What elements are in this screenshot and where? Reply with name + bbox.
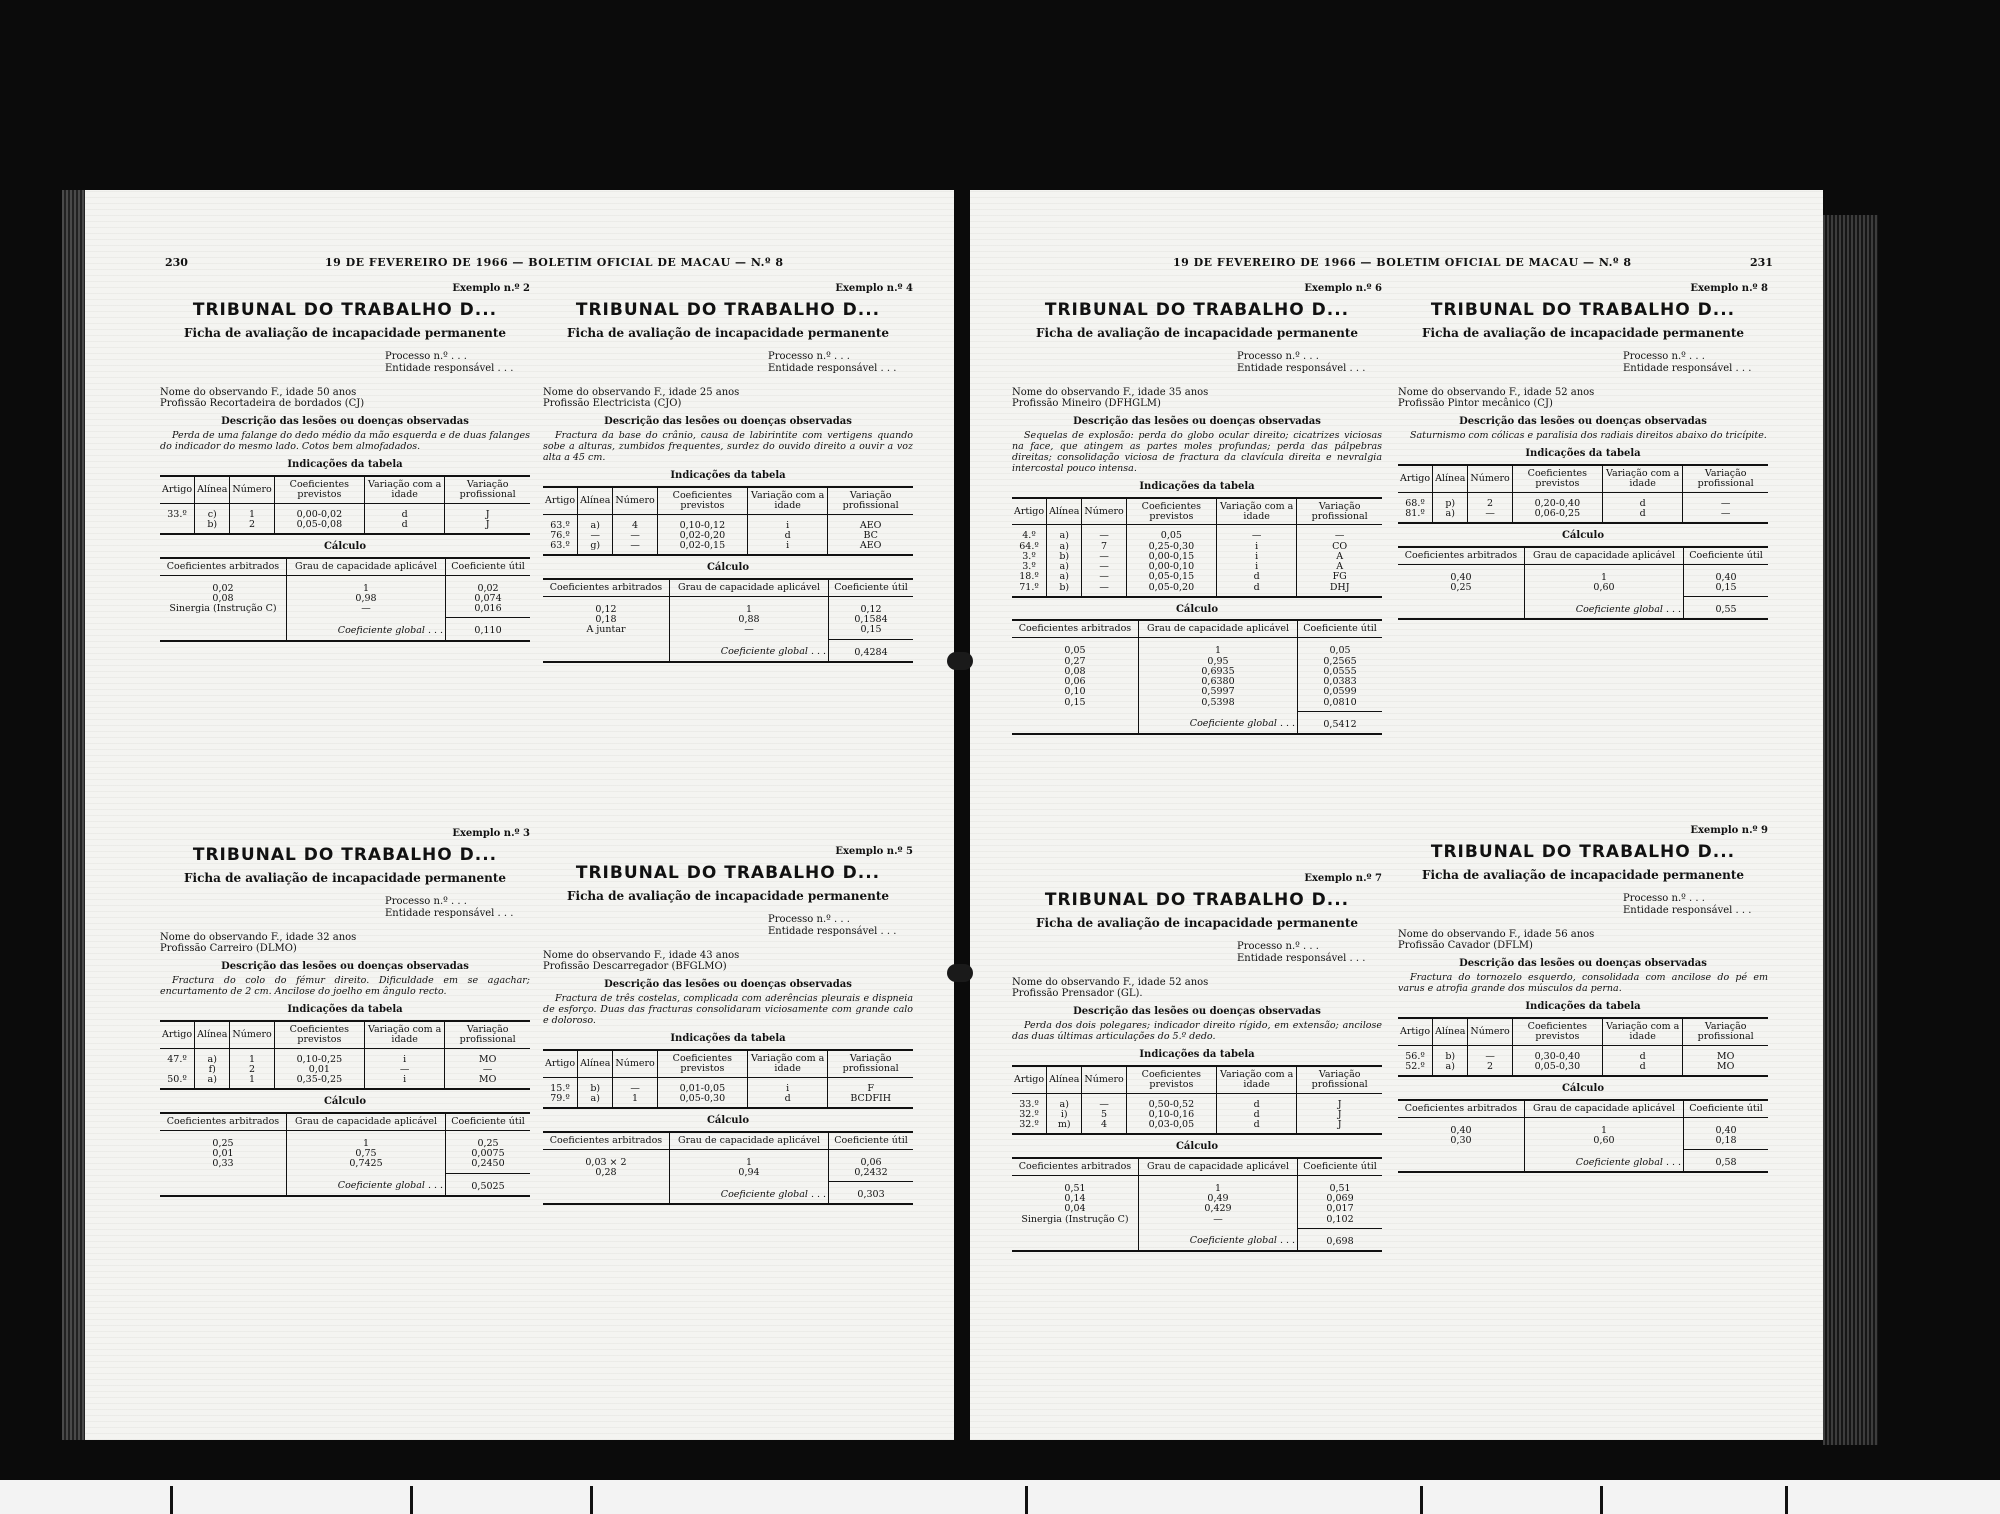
cell-idade: i d i: [747, 514, 827, 555]
cell-grau: 1 0,94: [669, 1149, 828, 1182]
col-prof: Variação profissional: [828, 1050, 913, 1077]
col-artigo: Artigo: [543, 487, 578, 514]
cell-artigo: 4.º 64.º 3.º 3.º 18.º 71.º: [1012, 525, 1047, 597]
indicacoes-table: [543, 1049, 913, 1109]
cell-alinea: p) a): [1433, 492, 1468, 523]
col-grau: Grau de capacidade aplicável: [669, 579, 828, 596]
running-header-right: 19 DE FEVEREIRO DE 1966 — BOLETIM OFICIAL DE MACAU — N.º 8: [1173, 256, 1632, 269]
cell-arbitrados: 0,51 0,14 0,04 Sinergia (Instrução C): [1021, 1182, 1129, 1225]
left-page-edge: [62, 190, 86, 1440]
col-arbitrados: Coeficientes arbitrados: [1012, 620, 1138, 637]
calculo-heading: Cálculo: [1561, 1083, 1605, 1095]
col-util: Coeficiente útil: [1298, 620, 1382, 637]
profissao: Profissão Cavador (DFLM): [1398, 940, 1533, 952]
indicacoes-heading: Indicações da tabela: [1139, 1049, 1255, 1061]
profissao: Profissão Recortadeira de bordados (CJ): [160, 398, 365, 410]
ficha-exemplo-8: [1398, 283, 1768, 620]
indicacoes-heading: Indicações da tabela: [670, 1033, 786, 1045]
col-prof: Variação profissional: [1297, 1066, 1382, 1093]
desc-heading: Descrição das lesões ou doenças observadas: [1459, 957, 1707, 969]
global-label: Coeficiente global . . .: [1524, 1150, 1683, 1173]
cell-alinea: c) b): [195, 503, 230, 534]
cell-artigo: 68.º 81.º: [1398, 492, 1433, 523]
tribunal-title: TRIBUNAL DO TRABALHO D...: [1430, 299, 1736, 320]
observando-name: Nome do observando F., idade 52 anos: [1398, 386, 1595, 398]
global-label: Coeficiente global . . .: [1138, 1228, 1297, 1251]
cell-arbitrados: 0,02 0,08 Sinergia (Instrução C): [169, 582, 277, 615]
indicacoes-table: [543, 486, 913, 557]
cell-arbitrados: 0,40 0,30: [1450, 1124, 1472, 1146]
desc-heading: Descrição das lesões ou doenças observadas: [1073, 1005, 1321, 1017]
desc-text: Sequelas de explosão: perda do globo ocular direito; cicatrizes viciosas na face, que atingem as partes moles profundas; perda das pálpebras direitas; consolidação viciosa de fractura da clavícula direita e nevralgia intercostal pouco intensa.: [1012, 430, 1382, 475]
col-util: Coeficiente útil: [1298, 1158, 1382, 1175]
film-strip: [0, 1480, 2000, 1514]
col-idade: Variação com a idade: [1602, 465, 1682, 492]
observando-name: Nome do observando F., idade 56 anos: [1398, 928, 1595, 940]
cell-grau: 1 0,95 0,6935 0,6380 0,5997 0,5398: [1138, 638, 1297, 712]
col-util: Coeficiente útil: [446, 1113, 530, 1130]
cell-artigo: 63.º 76.º 63.º: [543, 514, 578, 555]
col-coef: Coeficientes previstos: [1126, 498, 1216, 525]
global-label: Coeficiente global . . .: [1138, 711, 1297, 734]
col-alinea: Alínea: [1433, 1018, 1468, 1045]
global-label: Coeficiente global . . .: [286, 618, 445, 641]
cell-grau: 1 0,60: [1524, 564, 1683, 597]
film-tick: [170, 1486, 173, 1514]
global-value: 0,303: [829, 1182, 913, 1205]
profissao: Profissão Prensador (GL).: [1012, 988, 1143, 1000]
cell-grau: 1 0,88 —: [669, 596, 828, 639]
processo-line: Processo n.º . . .: [1623, 892, 1705, 904]
col-coef: Coeficientes previstos: [274, 1021, 364, 1048]
col-idade: Variação com a idade: [1602, 1018, 1682, 1045]
cell-coef: 0,10-0,25 0,01 0,35-0,25: [274, 1048, 364, 1089]
binding-ring-top: [947, 652, 973, 670]
cell-util: 0,51 0,069 0,017 0,102: [1298, 1175, 1382, 1228]
col-idade: Variação com a idade: [364, 476, 444, 503]
cell-idade: i d: [747, 1077, 827, 1108]
example-number: Exemplo n.º 8: [1690, 283, 1768, 294]
desc-heading: Descrição das lesões ou doenças observadas: [221, 960, 469, 972]
desc-text: Fractura do colo do fémur direito. Dificuldade em se agachar; encurtamento de 2 cm. Ancilose do joelho em ângulo recto.: [160, 975, 530, 998]
cell-arbitrados: 0,25 0,01 0,33: [212, 1137, 234, 1170]
observando-name: Nome do observando F., idade 50 anos: [160, 386, 357, 398]
global-value: 0,5025: [446, 1173, 530, 1196]
indicacoes-heading: Indicações da tabela: [670, 470, 786, 482]
global-label: Coeficiente global . . .: [669, 1182, 828, 1205]
entidade-line: Entidade responsável . . .: [1237, 363, 1366, 375]
cell-prof: MO — MO: [445, 1048, 530, 1089]
global-value: 0,4284: [829, 639, 913, 662]
col-coef: Coeficientes previstos: [1512, 1018, 1602, 1045]
profissao: Profissão Electricista (CJO): [543, 398, 682, 410]
film-tick: [1025, 1486, 1028, 1514]
cell-alinea: a) f) a): [195, 1048, 230, 1089]
global-value: 0,58: [1684, 1150, 1768, 1173]
processo-line: Processo n.º . . .: [1237, 350, 1319, 362]
profissao: Profissão Pintor mecânico (CJ): [1398, 398, 1553, 410]
col-numero: Número: [230, 476, 274, 503]
entidade-line: Entidade responsável . . .: [1623, 363, 1752, 375]
col-arbitrados: Coeficientes arbitrados: [160, 1113, 286, 1130]
calculo-table: [543, 578, 913, 663]
example-number: Exemplo n.º 4: [835, 283, 913, 294]
ficha-title: Ficha de avaliação de incapacidade permanente: [184, 326, 506, 341]
desc-text: Saturnismo com cólicas e paralisia dos radiais direitos abaixo do tricípite.: [1410, 430, 1767, 442]
desc-text: Perda dos dois polegares; indicador direito rígido, em extensão; ancilose das duas últimas articulações do 5.º dedo.: [1012, 1020, 1382, 1043]
cell-coef: 0,00-0,02 0,05-0,08: [274, 503, 364, 534]
indicacoes-table: [160, 475, 530, 535]
col-alinea: Alínea: [578, 487, 613, 514]
cell-numero: 1 2 1: [230, 1048, 274, 1089]
col-util: Coeficiente útil: [829, 1132, 913, 1149]
cell-idade: d d: [364, 503, 444, 534]
col-arbitrados: Coeficientes arbitrados: [1012, 1158, 1138, 1175]
col-idade: Variação com a idade: [747, 487, 827, 514]
global-value: 0,5412: [1298, 711, 1382, 734]
cell-idade: i — i: [364, 1048, 444, 1089]
col-alinea: Alínea: [578, 1050, 613, 1077]
col-alinea: Alínea: [195, 1021, 230, 1048]
entidade-line: Entidade responsável . . .: [385, 363, 514, 375]
observando-name: Nome do observando F., idade 25 anos: [543, 386, 740, 398]
col-artigo: Artigo: [543, 1050, 578, 1077]
film-tick: [410, 1486, 413, 1514]
ficha-title: Ficha de avaliação de incapacidade permanente: [1036, 326, 1358, 341]
cell-numero: — 2: [1468, 1045, 1512, 1076]
tribunal-title: TRIBUNAL DO TRABALHO D...: [575, 862, 881, 883]
film-tick: [1785, 1486, 1788, 1514]
col-alinea: Alínea: [195, 476, 230, 503]
film-tick: [1600, 1486, 1603, 1514]
observando-name: Nome do observando F., idade 52 anos: [1012, 976, 1209, 988]
ficha-exemplo-6: [1012, 283, 1382, 735]
cell-artigo: 56.º 52.º: [1398, 1045, 1433, 1076]
processo-line: Processo n.º . . .: [1237, 940, 1319, 952]
ficha-title: Ficha de avaliação de incapacidade permanente: [1422, 326, 1744, 341]
col-numero: Número: [1082, 498, 1126, 525]
col-numero: Número: [230, 1021, 274, 1048]
calculo-heading: Cálculo: [1175, 603, 1219, 615]
col-arbitrados: Coeficientes arbitrados: [1398, 547, 1524, 564]
cell-prof: AEO BC AEO: [828, 514, 913, 555]
tribunal-title: TRIBUNAL DO TRABALHO D...: [192, 299, 498, 320]
processo-line: Processo n.º . . .: [1623, 350, 1705, 362]
entidade-line: Entidade responsável . . .: [768, 926, 897, 938]
binding-ring-bottom: [947, 964, 973, 982]
profissao: Profissão Descarregador (BFGLMO): [543, 961, 727, 973]
cell-grau: 1 0,75 0,7425: [286, 1130, 445, 1173]
col-prof: Variação profissional: [1683, 1018, 1768, 1045]
col-grau: Grau de capacidade aplicável: [669, 1132, 828, 1149]
cell-idade: — i i i d d: [1216, 525, 1296, 597]
indicacoes-table: [1012, 497, 1382, 598]
calculo-table: [1398, 1099, 1768, 1174]
example-number: Exemplo n.º 2: [452, 283, 530, 294]
tribunal-title: TRIBUNAL DO TRABALHO D...: [1044, 889, 1350, 910]
cell-alinea: b) a): [1433, 1045, 1468, 1076]
cell-prof: — CO A A FG DHJ: [1297, 525, 1382, 597]
ficha-exemplo-4: [543, 283, 913, 663]
col-grau: Grau de capacidade aplicável: [286, 558, 445, 575]
desc-heading: Descrição das lesões ou doenças observadas: [604, 415, 852, 427]
global-value: 0,698: [1298, 1228, 1382, 1251]
cell-util: 0,02 0,074 0,016: [446, 575, 530, 618]
example-number: Exemplo n.º 3: [452, 828, 530, 839]
profissao: Profissão Mineiro (DFHGLM): [1012, 398, 1161, 410]
cell-numero: 1 2: [230, 503, 274, 534]
cell-util: 0,06 0,2432: [829, 1149, 913, 1182]
desc-text: Perda de uma falange do dedo médio da mão esquerda e de duas falanges do indicador do mesmo lado. Cotos bem almofadados.: [160, 430, 530, 453]
cell-util: 0,40 0,18: [1684, 1117, 1768, 1150]
col-numero: Número: [1468, 465, 1512, 492]
desc-heading: Descrição das lesões ou doenças observadas: [1073, 415, 1321, 427]
col-grau: Grau de capacidade aplicável: [1524, 547, 1683, 564]
cell-arbitrados: 0,12 0,18 A juntar: [586, 603, 626, 636]
col-artigo: Artigo: [1398, 465, 1433, 492]
cell-util: 0,40 0,15: [1684, 564, 1768, 597]
observando-name: Nome do observando F., idade 32 anos: [160, 931, 357, 943]
col-numero: Número: [1082, 1066, 1126, 1093]
indicacoes-table: [1398, 464, 1768, 524]
desc-heading: Descrição das lesões ou doenças observadas: [221, 415, 469, 427]
col-prof: Variação profissional: [1683, 465, 1768, 492]
col-prof: Variação profissional: [828, 487, 913, 514]
profissao: Profissão Carreiro (DLMO): [160, 943, 297, 955]
cell-alinea: b) a): [578, 1077, 613, 1108]
entidade-line: Entidade responsável . . .: [768, 363, 897, 375]
cell-artigo: 47.º 50.º: [160, 1048, 195, 1089]
ficha-title: Ficha de avaliação de incapacidade permanente: [567, 326, 889, 341]
desc-heading: Descrição das lesões ou doenças observadas: [604, 978, 852, 990]
cell-numero: — 7 — — — —: [1082, 525, 1126, 597]
film-tick: [1420, 1486, 1423, 1514]
cell-coef: 0,10-0,12 0,02-0,20 0,02-0,15: [657, 514, 747, 555]
col-alinea: Alínea: [1433, 465, 1468, 492]
col-idade: Variação com a idade: [1216, 1066, 1296, 1093]
cell-arbitrados: 0,40 0,25: [1450, 571, 1472, 593]
col-artigo: Artigo: [160, 1021, 195, 1048]
example-number: Exemplo n.º 5: [835, 846, 913, 857]
calculo-table: [1012, 1157, 1382, 1252]
tribunal-title: TRIBUNAL DO TRABALHO D...: [1044, 299, 1350, 320]
desc-text: Fractura de três costelas, complicada com aderências pleurais e dispneia de esforço. Duas das fracturas consolidaram viciosamente com grande calo e doloroso.: [543, 993, 913, 1027]
col-grau: Grau de capacidade aplicável: [1138, 620, 1297, 637]
indicacoes-heading: Indicações da tabela: [1525, 448, 1641, 460]
col-numero: Número: [613, 1050, 657, 1077]
col-artigo: Artigo: [1398, 1018, 1433, 1045]
calculo-heading: Cálculo: [1175, 1141, 1219, 1153]
desc-text: Fractura da base do crânio, causa de labirintite com vertigens quando sobe a alturas, zumbidos frequentes, surdez do ouvido direito a ouvir a voz alta a 45 cm.: [543, 430, 913, 464]
col-numero: Número: [1468, 1018, 1512, 1045]
col-alinea: Alínea: [1047, 498, 1082, 525]
ficha-title: Ficha de avaliação de incapacidade permanente: [1036, 916, 1358, 931]
film-tick: [590, 1486, 593, 1514]
cell-coef: 0,50-0,52 0,10-0,16 0,03-0,05: [1126, 1093, 1216, 1134]
col-grau: Grau de capacidade aplicável: [1138, 1158, 1297, 1175]
col-idade: Variação com a idade: [364, 1021, 444, 1048]
cell-util: 0,12 0,1584 0,15: [829, 596, 913, 639]
cell-prof: — —: [1683, 492, 1768, 523]
col-coef: Coeficientes previstos: [1512, 465, 1602, 492]
example-number: Exemplo n.º 6: [1304, 283, 1382, 294]
tribunal-title: TRIBUNAL DO TRABALHO D...: [575, 299, 881, 320]
cell-artigo: 33.º 32.º 32.º: [1012, 1093, 1047, 1134]
ficha-title: Ficha de avaliação de incapacidade permanente: [184, 871, 506, 886]
cell-coef: 0,20-0,40 0,06-0,25: [1512, 492, 1602, 523]
cell-prof: J J J: [1297, 1093, 1382, 1134]
calculo-table: [160, 557, 530, 642]
processo-line: Processo n.º . . .: [768, 913, 850, 925]
col-coef: Coeficientes previstos: [657, 487, 747, 514]
cell-numero: 2 —: [1468, 492, 1512, 523]
running-header-left: 19 DE FEVEREIRO DE 1966 — BOLETIM OFICIAL DE MACAU — N.º 8: [325, 256, 784, 269]
cell-grau: 1 0,60: [1524, 1117, 1683, 1150]
processo-line: Processo n.º . . .: [768, 350, 850, 362]
cell-numero: 4 — —: [613, 514, 657, 555]
col-prof: Variação profissional: [445, 1021, 530, 1048]
cell-coef: 0,05 0,25-0,30 0,00-0,15 0,00-0,10 0,05-0,15 0,05-0,20: [1126, 525, 1216, 597]
cell-util: 0,05 0,2565 0,0555 0,0383 0,0599 0,0810: [1298, 638, 1382, 712]
tribunal-title: TRIBUNAL DO TRABALHO D...: [1430, 841, 1736, 862]
page-number-left: 230: [165, 256, 188, 269]
processo-line: Processo n.º . . .: [385, 895, 467, 907]
indicacoes-heading: Indicações da tabela: [1525, 1001, 1641, 1013]
calculo-heading: Cálculo: [323, 1096, 367, 1108]
desc-heading: Descrição das lesões ou doenças observadas: [1459, 415, 1707, 427]
col-arbitrados: Coeficientes arbitrados: [160, 558, 286, 575]
calculo-table: [1398, 546, 1768, 621]
cell-alinea: a) a) b) a) a) b): [1047, 525, 1082, 597]
col-coef: Coeficientes previstos: [274, 476, 364, 503]
col-alinea: Alínea: [1047, 1066, 1082, 1093]
cell-prof: J J: [445, 503, 530, 534]
indicacoes-table: [1398, 1017, 1768, 1077]
cell-grau: 1 0,49 0,429 —: [1138, 1175, 1297, 1228]
ficha-title: Ficha de avaliação de incapacidade permanente: [1422, 868, 1744, 883]
col-prof: Variação profissional: [445, 476, 530, 503]
cell-prof: F BCDFIH: [828, 1077, 913, 1108]
global-label: Coeficiente global . . .: [286, 1173, 445, 1196]
cell-prof: MO MO: [1683, 1045, 1768, 1076]
entidade-line: Entidade responsável . . .: [385, 908, 514, 920]
calculo-table: [1012, 619, 1382, 735]
observando-name: Nome do observando F., idade 43 anos: [543, 949, 740, 961]
indicacoes-heading: Indicações da tabela: [287, 1004, 403, 1016]
indicacoes-heading: Indicações da tabela: [287, 459, 403, 471]
col-idade: Variação com a idade: [1216, 498, 1296, 525]
global-value: 0,55: [1684, 597, 1768, 620]
col-prof: Variação profissional: [1297, 498, 1382, 525]
cell-numero: — 5 4: [1082, 1093, 1126, 1134]
tribunal-title: TRIBUNAL DO TRABALHO D...: [192, 844, 498, 865]
ficha-exemplo-3: [160, 828, 530, 1197]
ficha-exemplo-9: [1398, 825, 1768, 1173]
cell-coef: 0,01-0,05 0,05-0,30: [657, 1077, 747, 1108]
global-label: Coeficiente global . . .: [1524, 597, 1683, 620]
calculo-heading: Cálculo: [323, 541, 367, 553]
indicacoes-table: [1012, 1065, 1382, 1136]
calculo-heading: Cálculo: [706, 562, 750, 574]
page-number-right: 231: [1750, 256, 1773, 269]
cell-alinea: a) i) m): [1047, 1093, 1082, 1134]
ficha-title: Ficha de avaliação de incapacidade permanente: [567, 889, 889, 904]
calculo-heading: Cálculo: [1561, 530, 1605, 542]
right-page-edge: [1823, 215, 1878, 1445]
col-arbitrados: Coeficientes arbitrados: [543, 579, 669, 596]
cell-util: 0,25 0,0075 0,2450: [446, 1130, 530, 1173]
col-arbitrados: Coeficientes arbitrados: [1398, 1100, 1524, 1117]
global-label: Coeficiente global . . .: [669, 639, 828, 662]
cell-coef: 0,30-0,40 0,05-0,30: [1512, 1045, 1602, 1076]
cell-artigo: 33.º: [160, 503, 195, 534]
cell-arbitrados: 0,05 0,27 0,08 0,06 0,10 0,15: [1064, 645, 1086, 708]
cell-numero: — 1: [613, 1077, 657, 1108]
col-util: Coeficiente útil: [829, 579, 913, 596]
global-value: 0,110: [446, 618, 530, 641]
calculo-table: [543, 1131, 913, 1206]
col-grau: Grau de capacidade aplicável: [286, 1113, 445, 1130]
cell-idade: d d d: [1216, 1093, 1296, 1134]
ficha-exemplo-5: [543, 846, 913, 1205]
observando-name: Nome do observando F., idade 35 anos: [1012, 386, 1209, 398]
desc-text: Fractura do tornozelo esquerdo, consolidada com ancilose do pé em varus e atrofia grande dos músculos da perna.: [1398, 972, 1768, 995]
col-artigo: Artigo: [160, 476, 195, 503]
indicacoes-heading: Indicações da tabela: [1139, 481, 1255, 493]
cell-idade: d d: [1602, 1045, 1682, 1076]
col-util: Coeficiente útil: [446, 558, 530, 575]
col-idade: Variação com a idade: [747, 1050, 827, 1077]
ficha-exemplo-7: [1012, 873, 1382, 1252]
col-artigo: Artigo: [1012, 1066, 1047, 1093]
book-spine: [954, 185, 970, 1445]
col-numero: Número: [613, 487, 657, 514]
indicacoes-table: [160, 1020, 530, 1091]
col-coef: Coeficientes previstos: [1126, 1066, 1216, 1093]
col-grau: Grau de capacidade aplicável: [1524, 1100, 1683, 1117]
ficha-exemplo-2: [160, 283, 530, 642]
col-arbitrados: Coeficientes arbitrados: [543, 1132, 669, 1149]
processo-line: Processo n.º . . .: [385, 350, 467, 362]
example-number: Exemplo n.º 7: [1304, 873, 1382, 884]
cell-grau: 1 0,98 —: [286, 575, 445, 618]
cell-artigo: 15.º 79.º: [543, 1077, 578, 1108]
calculo-table: [160, 1112, 530, 1197]
col-coef: Coeficientes previstos: [657, 1050, 747, 1077]
calculo-heading: Cálculo: [706, 1115, 750, 1127]
col-util: Coeficiente útil: [1684, 1100, 1768, 1117]
col-artigo: Artigo: [1012, 498, 1047, 525]
cell-alinea: a) — g): [578, 514, 613, 555]
cell-arbitrados: 0,03 × 2 0,28: [585, 1156, 627, 1178]
cell-idade: d d: [1602, 492, 1682, 523]
col-util: Coeficiente útil: [1684, 547, 1768, 564]
entidade-line: Entidade responsável . . .: [1623, 905, 1752, 917]
example-number: Exemplo n.º 9: [1690, 825, 1768, 836]
entidade-line: Entidade responsável . . .: [1237, 953, 1366, 965]
